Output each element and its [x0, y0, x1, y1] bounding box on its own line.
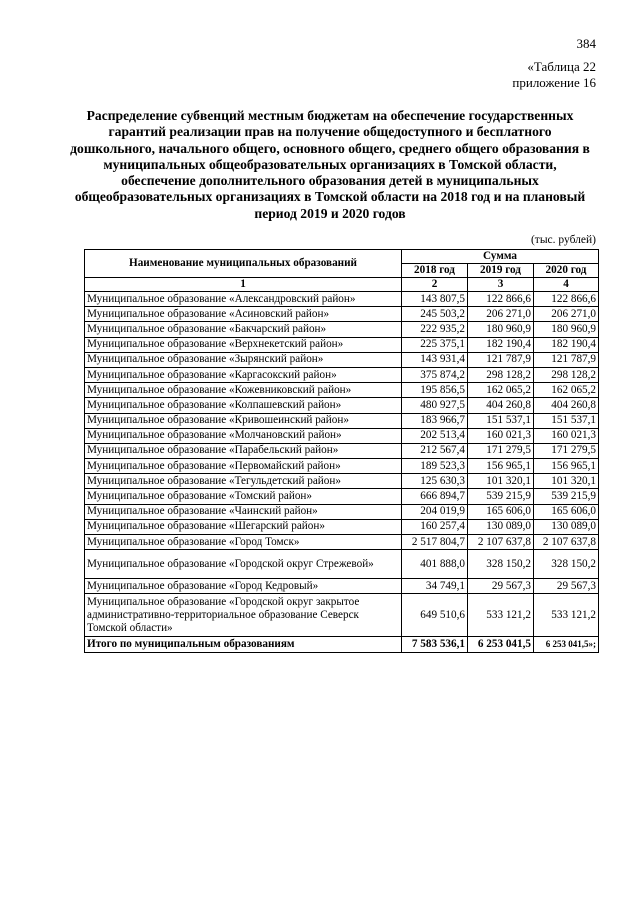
value-2018-cell: 34 749,1	[402, 579, 468, 594]
table-row	[85, 413, 599, 428]
value-2018-cell: 666 894,7	[402, 489, 468, 504]
value-2020-cell: 101 320,1	[534, 474, 599, 489]
header-year-2020: 2020 год	[534, 264, 599, 278]
value-2020-cell: 180 960,9	[534, 322, 599, 337]
value-2020-cell: 533 121,2	[534, 594, 599, 637]
table-row	[85, 367, 599, 382]
value-2018-cell: 375 874,2	[402, 367, 468, 382]
table-body	[85, 292, 599, 653]
value-2019-cell: 165 606,0	[468, 504, 534, 519]
value-2020-cell: 160 021,3	[534, 428, 599, 443]
value-2019-cell: 101 320,1	[468, 474, 534, 489]
value-2019-cell: 156 965,1	[468, 459, 534, 474]
value-2018-cell: 649 510,6	[402, 594, 468, 637]
value-2018-cell: 160 257,4	[402, 519, 468, 534]
municipality-name-cell: Муниципальное образование «Зырянский район»	[85, 352, 402, 367]
municipality-name-cell: Муниципальное образование «Город Кедровый»	[85, 579, 402, 594]
value-2019-cell: 122 866,6	[468, 292, 534, 307]
value-2018-cell: 225 375,1	[402, 337, 468, 352]
appendix-reference	[512, 59, 596, 91]
table-row	[85, 352, 599, 367]
municipality-name-cell: Муниципальное образование «Шегарский район»	[85, 519, 402, 534]
municipality-name-cell: Муниципальное образование «Тегульдетский район»	[85, 474, 402, 489]
value-2019-cell: 162 065,2	[468, 383, 534, 398]
value-2020-cell: 539 215,9	[534, 489, 599, 504]
value-2018-cell: 189 523,3	[402, 459, 468, 474]
table-row	[85, 398, 599, 413]
value-2020-cell: 130 089,0	[534, 519, 599, 534]
value-2020-cell: 122 866,6	[534, 292, 599, 307]
value-2019-cell: 2 107 637,8	[468, 535, 534, 550]
value-2020-cell: 171 279,5	[534, 443, 599, 458]
value-2018-cell: 245 503,2	[402, 307, 468, 322]
municipality-name-cell: Муниципальное образование «Кривошеинский район»	[85, 413, 402, 428]
table-row	[85, 383, 599, 398]
total-row	[85, 637, 599, 652]
value-2019-cell: 130 089,0	[468, 519, 534, 534]
header-sum: Сумма	[402, 250, 599, 264]
units-label: (тыс. рублей)	[530, 234, 596, 246]
table-row	[85, 459, 599, 474]
value-2019-cell: 182 190,4	[468, 337, 534, 352]
value-2019-cell: 533 121,2	[468, 594, 534, 637]
total-2020-cell: 6 253 041,5»;	[534, 637, 599, 652]
table-row	[85, 504, 599, 519]
municipality-name-cell: Муниципальное образование «Молчановский район»	[85, 428, 402, 443]
table-row	[85, 307, 599, 322]
value-2019-cell: 539 215,9	[468, 489, 534, 504]
value-2020-cell: 404 260,8	[534, 398, 599, 413]
column-number-2: 2	[402, 278, 468, 292]
value-2019-cell: 171 279,5	[468, 443, 534, 458]
subventions-table	[84, 249, 599, 653]
value-2018-cell: 183 966,7	[402, 413, 468, 428]
table-row	[85, 489, 599, 504]
municipality-name-cell: Муниципальное образование «Город Томск»	[85, 535, 402, 550]
total-2018-cell: 7 583 536,1	[402, 637, 468, 652]
header-year-2018: 2018 год	[402, 264, 468, 278]
municipality-name-cell: Муниципальное образование «Колпашевский район»	[85, 398, 402, 413]
document-title: Распределение субвенций местным бюджетам на обеспечение государственных гарантий реализации прав на получение общедоступного и бесплатного дошкольного, начального общего, основного общего, среднего общего образования в муниципальных общеобразовательных организациях в Томской области, обеспечение дополнительного образования детей в муниципальных общеобразовательных организациях в Томской области на 2018 год и на плановый период 2019 и 2020 годов	[70, 108, 590, 221]
municipality-name-cell: Муниципальное образование «Городской округ Стрежевой»	[85, 550, 402, 579]
table-row	[85, 535, 599, 550]
municipality-name-cell: Муниципальное образование «Парабельский район»	[85, 443, 402, 458]
value-2018-cell: 143 807,5	[402, 292, 468, 307]
value-2018-cell: 204 019,9	[402, 504, 468, 519]
total-2019-cell: 6 253 041,5	[468, 637, 534, 652]
value-2018-cell: 195 856,5	[402, 383, 468, 398]
value-2019-cell: 206 271,0	[468, 307, 534, 322]
table-row	[85, 550, 599, 579]
value-2020-cell: 121 787,9	[534, 352, 599, 367]
table-row	[85, 443, 599, 458]
column-number-4: 4	[534, 278, 599, 292]
value-2018-cell: 2 517 804,7	[402, 535, 468, 550]
table-row	[85, 594, 599, 637]
value-2020-cell: 328 150,2	[534, 550, 599, 579]
value-2018-cell: 401 888,0	[402, 550, 468, 579]
table-row	[85, 428, 599, 443]
column-number-3: 3	[468, 278, 534, 292]
value-2020-cell: 162 065,2	[534, 383, 599, 398]
column-number-1: 1	[85, 278, 402, 292]
value-2020-cell: 182 190,4	[534, 337, 599, 352]
value-2018-cell: 125 630,3	[402, 474, 468, 489]
municipality-name-cell: Муниципальное образование «Верхнекетский район»	[85, 337, 402, 352]
table-row	[85, 474, 599, 489]
value-2018-cell: 212 567,4	[402, 443, 468, 458]
table-row	[85, 579, 599, 594]
table-row	[85, 292, 599, 307]
value-2020-cell: 298 128,2	[534, 367, 599, 382]
municipality-name-cell: Муниципальное образование «Асиновский район»	[85, 307, 402, 322]
value-2019-cell: 151 537,1	[468, 413, 534, 428]
municipality-name-cell: Муниципальное образование «Томский район»	[85, 489, 402, 504]
value-2018-cell: 480 927,5	[402, 398, 468, 413]
page-number: 384	[576, 36, 596, 51]
municipality-name-cell: Муниципальное образование «Городской округ закрытое административно-территориальное образование Северск Томской области»	[85, 594, 402, 637]
value-2020-cell: 2 107 637,8	[534, 535, 599, 550]
value-2019-cell: 121 787,9	[468, 352, 534, 367]
value-2020-cell: 156 965,1	[534, 459, 599, 474]
value-2019-cell: 328 150,2	[468, 550, 534, 579]
table-row	[85, 337, 599, 352]
value-2020-cell: 29 567,3	[534, 579, 599, 594]
appendix-line-2: приложение 16	[512, 75, 596, 90]
value-2019-cell: 404 260,8	[468, 398, 534, 413]
value-2020-cell: 206 271,0	[534, 307, 599, 322]
table-row	[85, 322, 599, 337]
header-year-2019: 2019 год	[468, 264, 534, 278]
municipality-name-cell: Муниципальное образование «Бакчарский район»	[85, 322, 402, 337]
total-label-cell: Итого по муниципальным образованиям	[85, 637, 402, 652]
value-2018-cell: 202 513,4	[402, 428, 468, 443]
table-row	[85, 519, 599, 534]
municipality-name-cell: Муниципальное образование «Кожевниковский район»	[85, 383, 402, 398]
value-2018-cell: 143 931,4	[402, 352, 468, 367]
value-2020-cell: 151 537,1	[534, 413, 599, 428]
municipality-name-cell: Муниципальное образование «Каргасокский район»	[85, 367, 402, 382]
value-2019-cell: 160 021,3	[468, 428, 534, 443]
municipality-name-cell: Муниципальное образование «Чаинский район»	[85, 504, 402, 519]
value-2019-cell: 29 567,3	[468, 579, 534, 594]
value-2019-cell: 298 128,2	[468, 367, 534, 382]
value-2020-cell: 165 606,0	[534, 504, 599, 519]
municipality-name-cell: Муниципальное образование «Первомайский район»	[85, 459, 402, 474]
appendix-line-1: «Таблица 22	[527, 59, 596, 74]
value-2019-cell: 180 960,9	[468, 322, 534, 337]
header-municipality: Наименование муниципальных образований	[85, 250, 402, 278]
value-2018-cell: 222 935,2	[402, 322, 468, 337]
municipality-name-cell: Муниципальное образование «Александровский район»	[85, 292, 402, 307]
